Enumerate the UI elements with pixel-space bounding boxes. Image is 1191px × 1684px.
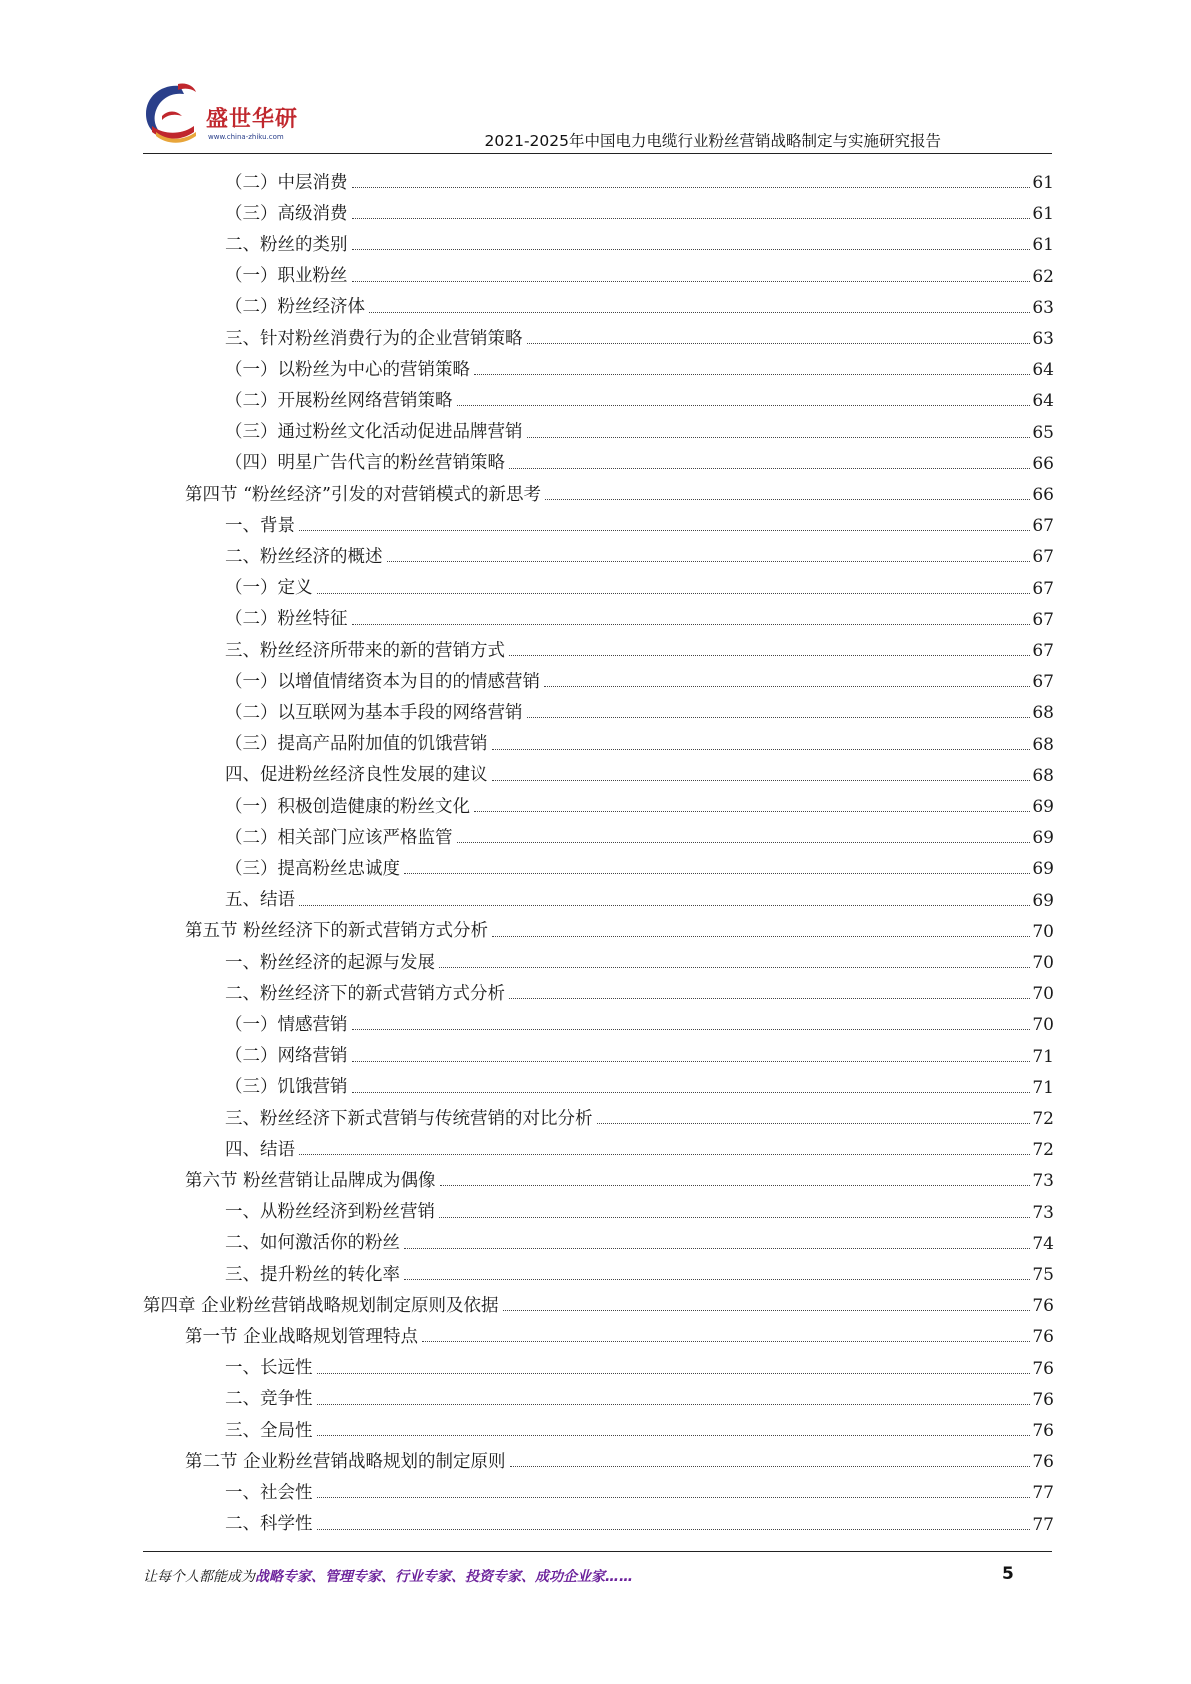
toc-leader-dots: [422, 1341, 1030, 1342]
toc-entry-page: 69: [1032, 890, 1054, 911]
toc-entry[interactable]: [225, 568, 1054, 598]
toc-entry-label: 四、结语: [225, 1139, 295, 1160]
toc-leader-dots: [492, 936, 1030, 937]
toc-entry-page: 73: [1032, 1202, 1054, 1223]
toc-entry[interactable]: [225, 287, 1054, 317]
report-title: 2021-2025年中国电力电缆行业粉丝营销战略制定与实施研究报告: [484, 132, 941, 150]
toc-entry-page: 76: [1032, 1358, 1054, 1379]
toc-leader-dots: [317, 593, 1031, 594]
toc-entry-page: 76: [1032, 1421, 1054, 1441]
toc-entry-page: 67: [1032, 547, 1054, 568]
toc-entry[interactable]: [225, 1254, 1054, 1284]
toc-leader-dots: [404, 1279, 1030, 1280]
company-logo: [140, 80, 330, 150]
toc-entry-page: 67: [1032, 516, 1054, 537]
toc-entry[interactable]: [225, 1036, 1054, 1066]
toc-entry[interactable]: [225, 630, 1054, 660]
toc-entry[interactable]: [225, 661, 1054, 691]
toc-leader-dots: [544, 686, 1030, 687]
toc-entry-label: （一）积极创造健康的粉丝文化: [225, 796, 470, 817]
footer-slogan-prefix: 让每个人都能成为: [143, 1569, 255, 1585]
toc-entry-label: 第二节 企业粉丝营销战略规划的制定原则: [185, 1451, 506, 1472]
toc-entry[interactable]: [225, 224, 1054, 254]
toc-entry-page: 70: [1032, 1015, 1054, 1036]
toc-entry-label: （二）中层消费: [225, 172, 348, 193]
toc-leader-dots: [352, 1092, 1031, 1093]
toc-leader-dots: [404, 1248, 1030, 1249]
toc-entry-label: （四）明星广告代言的粉丝营销策略: [225, 453, 505, 474]
toc-entry[interactable]: [185, 1160, 1054, 1190]
toc-leader-dots: [492, 780, 1031, 781]
toc-entry-page: 72: [1032, 1109, 1054, 1129]
toc-entry-page: 74: [1032, 1233, 1054, 1254]
logo-swirl-icon: [140, 80, 210, 150]
toc-entry-label: 二、粉丝经济下的新式营销方式分析: [225, 983, 505, 1004]
toc-leader-dots: [387, 561, 1031, 562]
toc-leader-dots: [509, 468, 1030, 469]
toc-entry[interactable]: [225, 162, 1054, 192]
toc-entry-label: 一、长远性: [225, 1358, 313, 1379]
toc-entry[interactable]: [225, 256, 1054, 286]
toc-entry-label: （二）以互联网为基本手段的网络营销: [225, 702, 523, 723]
toc-entry-page: 67: [1032, 578, 1054, 599]
toc-leader-dots: [527, 437, 1031, 438]
toc-entry-label: 第五节 粉丝经济下的新式营销方式分析: [185, 921, 489, 942]
toc-entry-page: 72: [1032, 1140, 1054, 1161]
toc-entry[interactable]: [225, 1379, 1054, 1409]
toc-entry[interactable]: [225, 349, 1054, 379]
toc-leader-dots: [299, 905, 1030, 906]
toc-entry-label: 一、背景: [225, 515, 295, 536]
toc-entry-page: 71: [1032, 1046, 1054, 1067]
toc-entry-page: 70: [1032, 921, 1054, 942]
toc-entry[interactable]: [185, 1441, 1054, 1471]
toc-entry-page: 76: [1032, 1327, 1054, 1348]
toc-leader-dots: [352, 218, 1031, 219]
toc-entry[interactable]: [225, 505, 1054, 535]
toc-entry-label: 三、提升粉丝的转化率: [225, 1264, 400, 1285]
toc-entry-page: 77: [1032, 1483, 1054, 1504]
toc-entry-page: 76: [1032, 1296, 1054, 1317]
toc-entry-label: 二、科学性: [225, 1514, 313, 1535]
toc-entry[interactable]: [225, 536, 1054, 566]
toc-entry[interactable]: [225, 1004, 1054, 1034]
toc-entry[interactable]: [225, 942, 1054, 972]
toc-entry-label: 三、针对粉丝消费行为的企业营销策略: [225, 328, 523, 349]
toc-entry[interactable]: [225, 1098, 1054, 1128]
toc-leader-dots: [509, 998, 1030, 999]
toc-entry-page: 66: [1032, 485, 1054, 505]
toc-entry-label: 一、粉丝经济的起源与发展: [225, 952, 435, 973]
toc-entry[interactable]: [225, 318, 1054, 348]
toc-entry-page: 76: [1032, 1389, 1054, 1410]
toc-leader-dots: [457, 405, 1031, 406]
toc-leader-dots: [369, 312, 1030, 313]
toc-leader-dots: [597, 1123, 1031, 1124]
toc-entry-label: 二、粉丝的类别: [225, 234, 348, 255]
toc-entry[interactable]: [225, 973, 1054, 1003]
toc-entry[interactable]: [225, 724, 1054, 754]
toc-entry-label: （二）粉丝特征: [225, 609, 348, 630]
toc-entry-page: 70: [1032, 953, 1054, 973]
toc-entry-label: （三）饥饿营销: [225, 1077, 348, 1098]
toc-entry-page: 65: [1032, 422, 1054, 443]
toc-entry[interactable]: [225, 786, 1054, 816]
toc-entry[interactable]: [225, 1223, 1054, 1253]
toc-entry-page: 63: [1032, 297, 1054, 318]
toc-leader-dots: [492, 749, 1031, 750]
toc-entry[interactable]: [225, 1410, 1054, 1440]
page-number: 5: [1002, 1564, 1014, 1584]
toc-leader-dots: [352, 1029, 1031, 1030]
toc-entry-label: （三）提高产品附加值的饥饿营销: [225, 734, 488, 755]
toc-entry-page: 76: [1032, 1452, 1054, 1473]
toc-entry[interactable]: [225, 880, 1054, 910]
toc-entry-label: 二、竞争性: [225, 1389, 313, 1410]
toc-entry-label: 第四节 “粉丝经济”引发的对营销模式的新思考: [185, 484, 541, 505]
toc-entry-label: （三）提高粉丝忠诚度: [225, 858, 400, 879]
toc-entry-label: （三）通过粉丝文化活动促进品牌营销: [225, 422, 523, 443]
toc-entry-label: 三、全局性: [225, 1420, 313, 1441]
toc-entry[interactable]: [225, 692, 1054, 722]
toc-entry[interactable]: [225, 755, 1054, 785]
toc-entry-label: （一）以粉丝为中心的营销策略: [225, 359, 470, 380]
toc-leader-dots: [474, 374, 1030, 375]
logo-name: 盛世华研: [206, 107, 299, 132]
toc-leader-dots: [474, 811, 1030, 812]
toc-entry[interactable]: [225, 848, 1054, 878]
header-divider: [143, 153, 1052, 154]
toc-entry-page: 68: [1032, 703, 1054, 724]
toc-entry[interactable]: [225, 817, 1054, 847]
toc-leader-dots: [317, 1404, 1031, 1405]
footer-slogan: [143, 1566, 633, 1586]
toc-entry-page: 63: [1032, 329, 1054, 349]
toc-entry-label: 一、社会性: [225, 1482, 313, 1503]
toc-entry-page: 64: [1032, 391, 1054, 412]
toc-entry[interactable]: [225, 1472, 1054, 1502]
toc-entry[interactable]: [225, 1067, 1054, 1097]
toc-entry-label: 第六节 粉丝营销让品牌成为偶像: [185, 1170, 436, 1191]
toc-leader-dots: [317, 1373, 1031, 1374]
toc-entry-label: （二）粉丝经济体: [225, 297, 365, 318]
toc-entry[interactable]: [225, 1348, 1054, 1378]
toc-leader-dots: [527, 717, 1031, 718]
toc-entry-label: 一、从粉丝经济到粉丝营销: [225, 1202, 435, 1223]
toc-entry[interactable]: [185, 474, 1054, 504]
toc-entry-label: 第一节 企业战略规划管理特点: [185, 1326, 419, 1347]
toc-entry-page: 70: [1032, 984, 1054, 1005]
toc-leader-dots: [509, 655, 1030, 656]
toc-leader-dots: [503, 1310, 1031, 1311]
toc-entry-page: 62: [1032, 266, 1054, 287]
toc-entry-page: 67: [1032, 609, 1054, 630]
toc-entry-page: 66: [1032, 453, 1054, 474]
toc-entry-page: 67: [1032, 672, 1054, 693]
toc-entry[interactable]: [225, 412, 1054, 442]
toc-entry-label: （二）相关部门应该严格监管: [225, 827, 453, 848]
toc-entry-label: 三、粉丝经济所带来的新的营销方式: [225, 640, 505, 661]
toc-leader-dots: [457, 842, 1031, 843]
toc-entry-label: （一）以增值情绪资本为目的的情感营销: [225, 671, 540, 692]
toc-leader-dots: [352, 1061, 1031, 1062]
footer-divider: [143, 1551, 1052, 1552]
toc-entry-page: 69: [1032, 828, 1054, 849]
toc-entry[interactable]: [225, 1129, 1054, 1159]
toc-entry-page: 61: [1032, 173, 1054, 193]
toc-entry-label: 五、结语: [225, 890, 295, 911]
toc-leader-dots: [510, 1466, 1031, 1467]
toc-leader-dots: [439, 1217, 1030, 1218]
toc-entry-page: 71: [1032, 1077, 1054, 1098]
toc-entry-label: （一）情感营销: [225, 1014, 348, 1035]
toc-entry-label: 二、如何激活你的粉丝: [225, 1233, 400, 1254]
toc-entry-page: 68: [1032, 734, 1054, 755]
toc-entry-page: 73: [1032, 1171, 1054, 1192]
toc-leader-dots: [299, 1154, 1030, 1155]
toc-leader-dots: [440, 1185, 1031, 1186]
toc-entry-page: 69: [1032, 859, 1054, 880]
toc-entry-label: （一）职业粉丝: [225, 266, 348, 287]
toc-entry[interactable]: [225, 1192, 1054, 1222]
toc-entry-label: （一）定义: [225, 578, 313, 599]
toc-entry-page: 69: [1032, 797, 1054, 817]
toc-leader-dots: [317, 1435, 1031, 1436]
toc-entry-label: 二、粉丝经济的概述: [225, 546, 383, 567]
toc-entry-label: （二）网络营销: [225, 1046, 348, 1067]
toc-entry-label: （三）高级消费: [225, 203, 348, 224]
toc-entry-page: 68: [1032, 765, 1054, 786]
toc-entry-page: 64: [1032, 360, 1054, 381]
toc-entry[interactable]: [225, 1504, 1054, 1534]
toc-entry-page: 77: [1032, 1514, 1054, 1535]
toc-entry[interactable]: [225, 443, 1054, 473]
toc-entry[interactable]: [143, 1285, 1054, 1315]
toc-entry-page: 61: [1032, 235, 1054, 256]
toc-entry[interactable]: [225, 193, 1054, 223]
toc-leader-dots: [352, 281, 1031, 282]
toc-entry[interactable]: [185, 911, 1054, 941]
toc-leader-dots: [317, 1497, 1031, 1498]
toc-leader-dots: [404, 873, 1030, 874]
toc-entry[interactable]: [225, 599, 1054, 629]
toc-leader-dots: [352, 249, 1031, 250]
toc-entry[interactable]: [185, 1316, 1054, 1346]
logo-url: www.china-zhiku.com: [208, 133, 284, 141]
toc-entry-label: 三、粉丝经济下新式营销与传统营销的对比分析: [225, 1108, 593, 1129]
toc-entry-label: 第四章 企业粉丝营销战略规划制定原则及依据: [143, 1295, 499, 1316]
toc-entry-label: （二）开展粉丝网络营销策略: [225, 390, 453, 411]
toc-entry-page: 67: [1032, 641, 1054, 661]
footer-slogan-highlight: 战略专家、管理专家、行业专家、投资专家、成功企业家……: [255, 1569, 633, 1585]
toc-leader-dots: [545, 499, 1030, 500]
toc-entry[interactable]: [225, 380, 1054, 410]
toc-entry-label: 四、促进粉丝经济良性发展的建议: [225, 765, 488, 786]
toc-leader-dots: [352, 187, 1031, 188]
toc-entry-page: 75: [1032, 1265, 1054, 1285]
toc-leader-dots: [299, 530, 1030, 531]
toc-leader-dots: [317, 1529, 1031, 1530]
toc-entry-page: 61: [1032, 204, 1054, 225]
toc-leader-dots: [352, 624, 1031, 625]
toc-leader-dots: [439, 967, 1030, 968]
toc-leader-dots: [527, 343, 1031, 344]
